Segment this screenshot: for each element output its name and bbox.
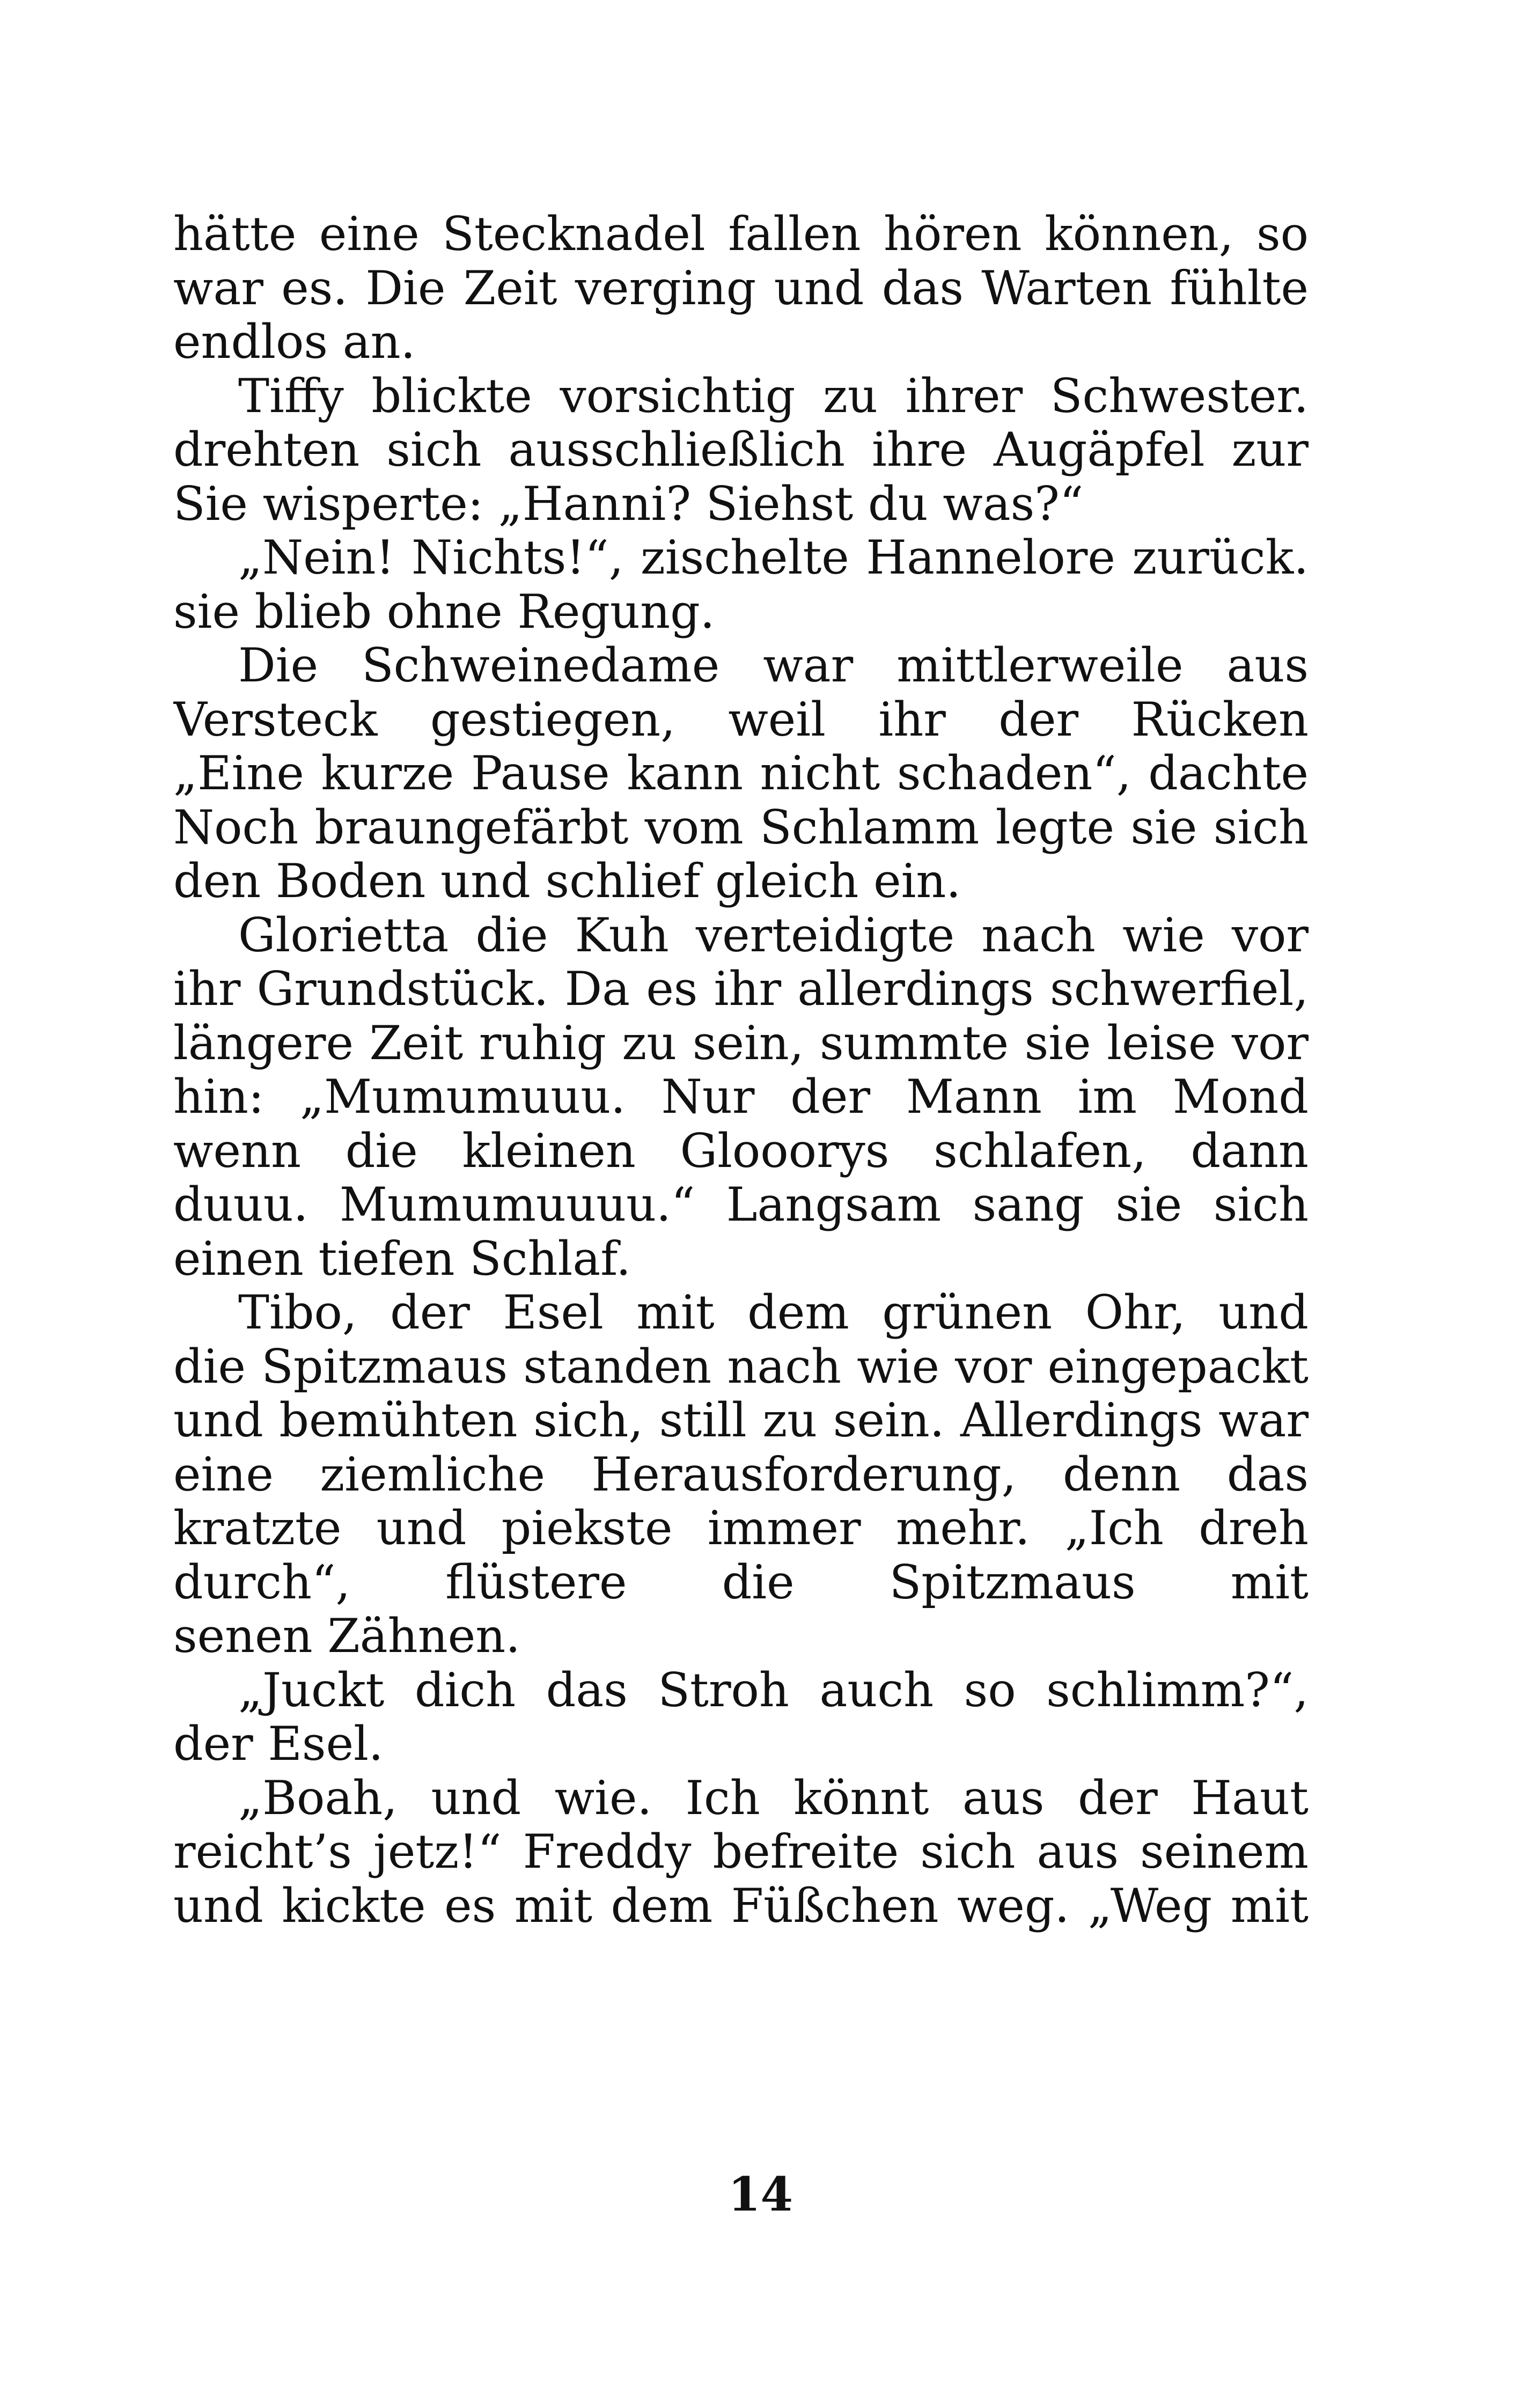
text-line: „Boah, und wie. Ich könnt aus der Haut: [238, 1771, 1309, 1825]
text-line: Die Schweinedame war mittlerweile aus: [238, 638, 1309, 693]
text-line: senen Zähnen.: [173, 1609, 520, 1663]
text-line: wenn die kleinen Glooorys schlafen, dann: [173, 1124, 1309, 1178]
text-line: sie blieb ohne Regung.: [173, 584, 715, 639]
text-line: war es. Die Zeit verging und das Warten fühlte: [173, 261, 1309, 315]
text-line: „Eine kurze Pause kann nicht schaden“, dachte: [173, 746, 1309, 801]
text-line: ihr Grundstück. Da es ihr allerdings schwerfiel,: [173, 962, 1309, 1016]
text-line: und bemühten sich, still zu sein. Allerdings war: [173, 1393, 1309, 1448]
body-text: [173, 207, 1309, 1933]
text-line: längere Zeit ruhig zu sein, summte sie leise vor: [173, 1016, 1309, 1070]
text-line: kratzte und piekste immer mehr. „Ich dreh: [173, 1501, 1309, 1555]
text-line: „Nein! Nichts!“, zischelte Hannelore zurück.: [238, 531, 1309, 585]
page-number: 14: [728, 2167, 793, 2222]
text-line: und kickte es mit dem Füßchen weg. „Weg mit: [173, 1878, 1309, 1933]
text-line: hin: „Mumumuuu. Nur der Mann im Mond: [173, 1070, 1309, 1124]
text-line: duuu. Mumumuuuu.“ Langsam sang sie sich: [173, 1178, 1309, 1232]
text-line: hätte eine Stecknadel fallen hören können, so: [173, 207, 1309, 261]
text-line: endlos an.: [173, 314, 416, 369]
text-line: einen tiefen Schlaf.: [173, 1231, 631, 1286]
text-line: drehten sich ausschließlich ihre Augäpfel zur: [173, 423, 1309, 477]
text-line: eine ziemliche Herausforderung, denn das: [173, 1447, 1309, 1501]
text-line: Versteck gestiegen, weil ihr der Rücken: [173, 692, 1309, 746]
text-line: Sie wisperte: „Hanni? Siehst du was?“: [173, 476, 1084, 531]
text-line: den Boden und schlief gleich ein.: [173, 854, 961, 908]
text-line: der Esel.: [173, 1716, 384, 1771]
text-line: durch“, flüstere die Spitzmaus mit: [173, 1555, 1309, 1609]
text-line: die Spitzmaus standen nach wie vor eingepackt: [173, 1339, 1309, 1393]
text-line: reicht’s jetz!“ Freddy befreite sich aus seinem: [173, 1825, 1309, 1879]
text-line: Tiffy blickte vorsichtig zu ihrer Schwester.: [238, 369, 1309, 423]
text-line: Tibo, der Esel mit dem grünen Ohr, und: [238, 1286, 1309, 1340]
text-line: Noch braungefärbt vom Schlamm legte sie sich: [173, 800, 1309, 854]
text-line: „Juckt dich das Stroh auch so schlimm?“,: [238, 1663, 1309, 1717]
text-line: Glorietta die Kuh verteidigte nach wie vor: [238, 908, 1309, 962]
